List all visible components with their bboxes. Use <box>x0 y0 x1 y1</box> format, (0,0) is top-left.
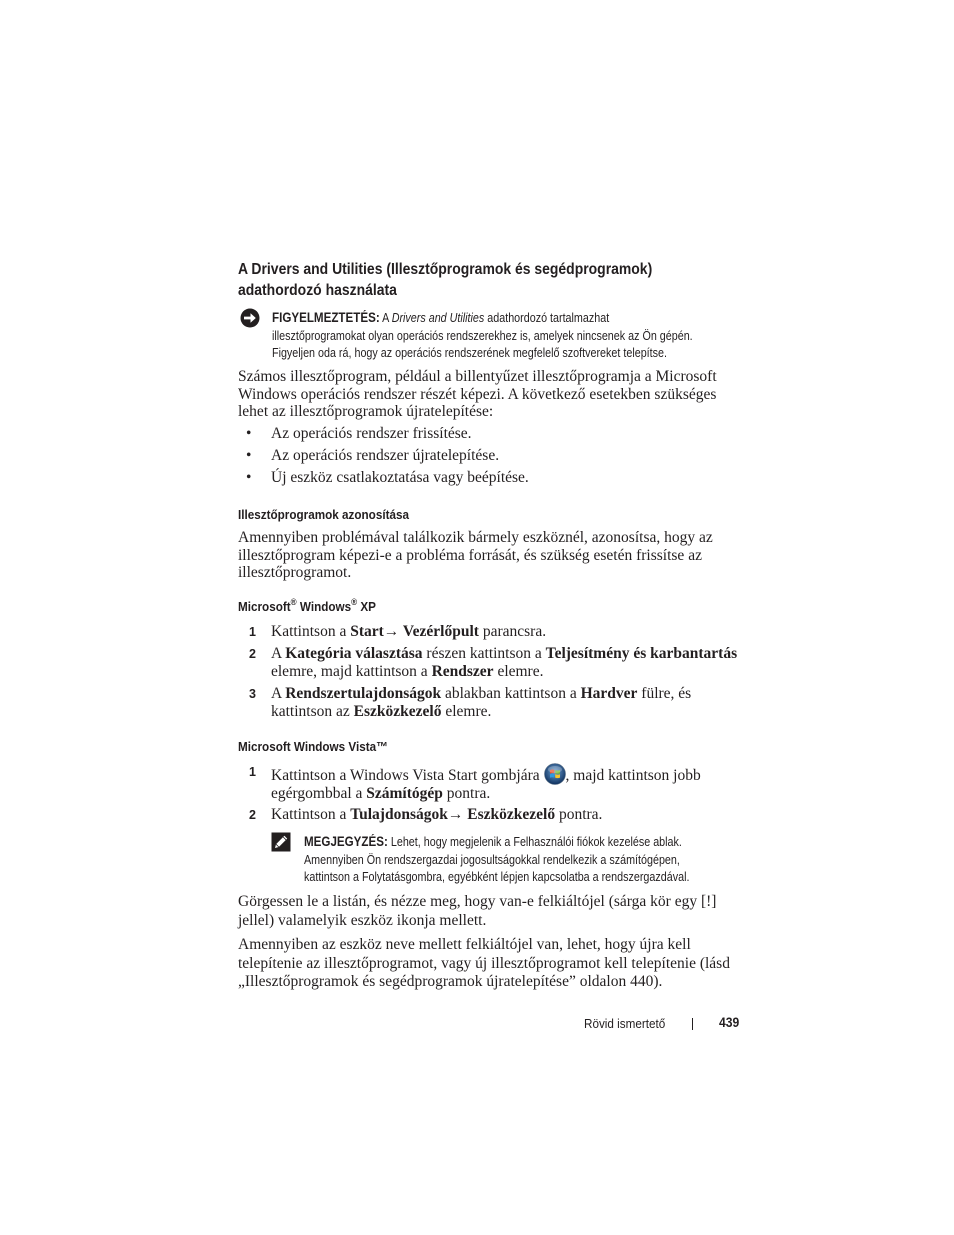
drivers-utilities-name: Drivers and Utilities <box>391 311 485 325</box>
note-pencil-icon <box>271 832 291 852</box>
identify-heading: Illesztőprogramok azonosítása <box>238 507 409 522</box>
step-number: 1 <box>249 765 256 779</box>
step-number: 2 <box>249 808 256 822</box>
reinstall-paragraph: Amennyiben az eszköz neve mellett felkiáltójel van, lehet, hogy újra kell telepítenie az illesztőprogramot, vagy új illesztőprogramot kell telepítenie (lásd „Illesztőprogramok és segédprogramok újratelepítése” oldalon 440). <box>238 936 730 990</box>
footer-divider <box>692 1018 693 1030</box>
warning-line-2: illesztőprogramokat olyan operációs rendszerekhez is, amelyek nincsenek az Ön gépén. <box>272 328 693 343</box>
bullet-item: Az operációs rendszer újratelepítése. <box>271 447 500 464</box>
footer-title: Rövid ismertető <box>584 1016 666 1031</box>
bullet-item: Új eszköz csatlakoztatása vagy beépítése. <box>271 469 529 486</box>
warning-line-1: FIGYELMEZTETÉS: A Drivers and Utilities adathordozó tartalmazhat <box>272 310 610 325</box>
warning-label: FIGYELMEZTETÉS: <box>272 310 380 325</box>
section-title-line-1: A Drivers and Utilities (Illesztőprogramok és segédprogramok) <box>238 261 653 278</box>
warning-line-3: Figyeljen oda rá, hogy az operációs rendszerének megfelelő szoftvereket telepítse. <box>272 346 667 360</box>
warning-icon <box>240 308 260 328</box>
bullet-marker: • <box>246 469 252 486</box>
identify-paragraph: Amennyiben problémával találkozik bármely eszköznél, azonosítsa, hogy az illesztőprogram képezi-e a probléma forrását, és szükség esetén frissítse az illesztőprogramot. <box>238 529 713 581</box>
intro-paragraph: Számos illesztőprogram, például a billentyűzet illesztőprogramja a Microsoft Windows operációs rendszer részét képezi. A következő esetekben szükséges lehet az illesztőprogramok újratelepítése: <box>238 368 717 420</box>
bullet-marker: • <box>246 447 252 464</box>
section-title <box>238 259 706 301</box>
bullet-marker: • <box>246 425 252 442</box>
xp-step-3: A Rendszertulajdonságok ablakban kattintson a Hardver fülre, és kattintson az Eszközkezelő elemre. <box>271 685 692 720</box>
bullet-item: Az operációs rendszer frissítése. <box>271 425 472 442</box>
vista-heading: Microsoft Windows Vista™ <box>238 739 388 754</box>
warning-text <box>272 309 693 363</box>
step-number: 1 <box>249 625 256 639</box>
xp-heading: Microsoft® Windows® XP <box>238 596 376 614</box>
windows-start-orb-icon <box>544 763 566 785</box>
section-title-line-2: adathordozó használata <box>238 282 397 299</box>
xp-step-1: Kattintson a Start→ Vezérlőpult parancsra. <box>271 623 547 640</box>
note-label: MEGJEGYZÉS: <box>304 834 388 849</box>
scroll-paragraph: Görgessen le a listán, és nézze meg, hogy van-e felkiáltójel (sárga kör egy [!] jellel) valamelyik eszköz ikonja mellett. <box>238 893 717 929</box>
step-number: 3 <box>249 687 256 701</box>
page-number: 439 <box>719 1015 740 1030</box>
xp-step-2: A Kategória választása részen kattintson a Teljesítmény és karbantartás elemre, majd kattintson a Rendszer elemre. <box>271 645 738 680</box>
step-number: 2 <box>249 647 256 661</box>
vista-step-1: Kattintson a Windows Vista Start gombjára , majd kattintson jobb egérgombbal a Számítógép pontra. <box>271 763 701 803</box>
vista-step-2: Kattintson a Tulajdonságok→ Eszközkezelő pontra. <box>271 806 603 823</box>
note-text: MEGJEGYZÉS: Lehet, hogy megjelenik a Felhasználói fiókok kezelése ablak. Amennyiben Ön rendszergazdai jogosultságokkal rendelkezik a számítógépen, kattintson a Folytatásgombra, egyébként lépjen kapcsolatba a rendszergazdával. <box>304 834 690 884</box>
